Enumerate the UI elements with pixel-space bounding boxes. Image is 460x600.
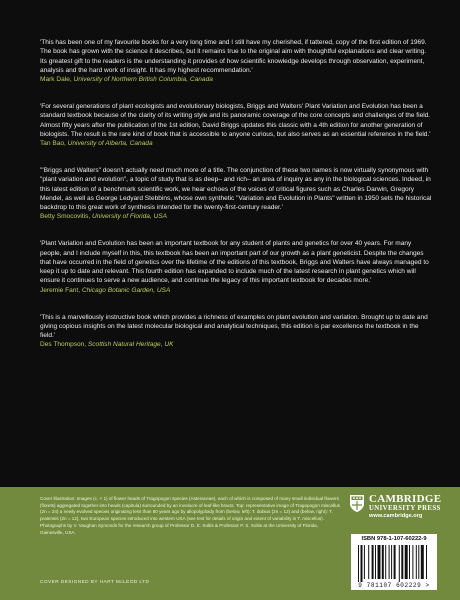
barcode-bar bbox=[401, 545, 403, 579]
quote-author bbox=[40, 340, 432, 349]
author-affiliation: Chicago Botanic Garden, USA bbox=[81, 286, 171, 294]
barcode-bar bbox=[378, 545, 381, 579]
author-name: Tan Bao, bbox=[40, 140, 66, 148]
author-affiliation: Scottish Natural Heritage, UK bbox=[87, 341, 174, 349]
cover-illustration-credits: Cover illustration: Images (c. × 1) of flower heads of Tragopogon species (Asteraceae), each of which is composed of many small individual flowers (florets) aggregated together into heads (capitula) surrounded by an involucre of leaf-like bracts. Top: representative image of Tragopogon miscellus (2n = 24) a newly evolved species originating less than 80 years ago by allopolyploidy from (below, left): T. dubius (2n = 12) and (below, right): T. pratensis (2n = 12), two European species introduced into western USA (see text for details of origin and extent of variability in T. miscellus). Photographs by V. Vaughan Symonds for the research group of Professor D. E. Soltis & Professor P. S. Soltis at the University of Florida, Gainesville, USA. bbox=[40, 496, 340, 535]
barcode-panel bbox=[351, 534, 437, 590]
quote-author bbox=[40, 286, 432, 295]
barcode-bar bbox=[382, 545, 384, 579]
barcode-bar bbox=[405, 545, 408, 579]
author-affiliation: University of Florida, USA bbox=[92, 213, 167, 221]
quote-author bbox=[40, 212, 432, 221]
barcode-bar bbox=[385, 545, 386, 579]
quote-block bbox=[40, 38, 432, 84]
barcode-bar bbox=[399, 545, 400, 582]
publisher-press: UNIVERSITY PRESS bbox=[369, 505, 441, 512]
cambridge-shield-icon bbox=[349, 494, 365, 513]
publisher-website: www.cambridge.org bbox=[369, 513, 423, 519]
barcode-graphic bbox=[357, 545, 431, 582]
quote-author bbox=[40, 75, 432, 84]
isbn-label: ISBN 978-1-107-60222-9 bbox=[361, 536, 427, 542]
barcode-bar bbox=[372, 545, 374, 579]
barcode-bar bbox=[364, 545, 365, 579]
quotes-section bbox=[40, 38, 432, 367]
barcode-bar bbox=[394, 545, 396, 579]
quote-author bbox=[40, 139, 432, 148]
quote-text: 'This is a marvellously instructive book which provides a richness of examples on plant evolution and variation. Brought up to date and giving copious insights on the latest molecular biological and analytical techniques, this edition is par excellence the textbook in the field.' bbox=[40, 313, 428, 340]
quote-block bbox=[40, 102, 432, 148]
barcode-bar bbox=[391, 545, 392, 579]
barcode-bar bbox=[375, 545, 376, 579]
barcode-digits: 9 781107 602229 > bbox=[358, 582, 430, 589]
author-affiliation: University of Northern British Columbia, Canada bbox=[73, 76, 213, 84]
quote-block bbox=[40, 166, 432, 222]
publisher-name: CAMBRIDGE bbox=[369, 493, 442, 505]
quote-block bbox=[40, 239, 432, 295]
barcode-bar bbox=[361, 545, 363, 582]
barcode-bar bbox=[416, 545, 417, 579]
author-name: Jeremie Fant, bbox=[40, 286, 81, 294]
quote-text: 'This has been one of my favourite books for a very long time and I still have my cherished, if tattered, copy of the first edition of 1969. The book has grown with the science it describes, but it remains true to the original aim with thoughtful explanations and clear writing. Its greatest gift to the readers is the understanding it provides of how scientific knowledge develops through observation, experiment, analysis and the hard work of insight. It has my highest recommendation.' bbox=[40, 39, 427, 74]
barcode-bar bbox=[389, 545, 390, 579]
author-name: Des Thompson, bbox=[40, 341, 87, 349]
publisher-wordmark bbox=[369, 494, 441, 520]
quote-text: 'For several generations of plant ecologists and evolutionary biologists, Briggs and Walters' Plant Variation and Evolution has been a standard textbook because of the clarity of its writing style and its panoramic coverage of the core concepts and challenges of the field. Almost fifty years after the publication of the 1st edition, David Briggs updates this classic with a 4th edition for another generation of biologists. The result is the rare kind of book that is accessible to anyone curious, but also serves as an essential reference in the field.' bbox=[40, 102, 431, 138]
author-name: Mark Dale, bbox=[40, 76, 72, 84]
barcode-bar bbox=[426, 545, 427, 579]
barcode-bar bbox=[412, 545, 413, 579]
quote-text: '"Briggs and Walters" doesn't actually need much more of a title. The conjunction of these two names is now virtually synonymous with "plant variation and evolution", a topic of study that is as deep– and rich– an area of inquiry as any in the biological sciences. Indeed, in this latest edition of a benchmark scientific work, we hear echoes of the voices of critical figures such as Charles Darwin, Gregory Mendel, as well as George Ledyard Stebbins, whose own synthetic "Variation and Evolution in Plants" written in 1950 sets the historical backdrop to this great work of synthesis intended for the twenty-first-century reader.' bbox=[40, 166, 432, 212]
author-affiliation: University of Alberta, Canada bbox=[67, 140, 153, 148]
quote-text: 'Plant Variation and Evolution has been an important textbook for any student of plants and genetics for over 40 years. For many people, and I include myself in this, this textbook has been an important part of our growth as a plant geneticist. Despite the changes that have occurred in the field of genetics over the lifetime of the editions of this textbook, Briggs and Walters have always managed to keep it up to date and relevant. This fourth edition has expanded to include much of the latest research in plant genetics which will ensure it continues to serve a new audience, and continue the legacy of this important textbook for decades more.' bbox=[40, 240, 429, 285]
quote-block bbox=[40, 313, 432, 350]
barcode-bar bbox=[358, 545, 359, 582]
barcode-bar bbox=[418, 545, 419, 579]
barcode-bar bbox=[421, 545, 424, 579]
publisher-logo bbox=[349, 493, 442, 520]
author-name: Betty Smocovitis, bbox=[40, 213, 91, 221]
barcode-bar bbox=[409, 545, 410, 579]
cover-designer-credit: COVER DESIGNED BY HART McLEOD LTD bbox=[40, 580, 150, 585]
barcode-bar bbox=[368, 545, 369, 579]
